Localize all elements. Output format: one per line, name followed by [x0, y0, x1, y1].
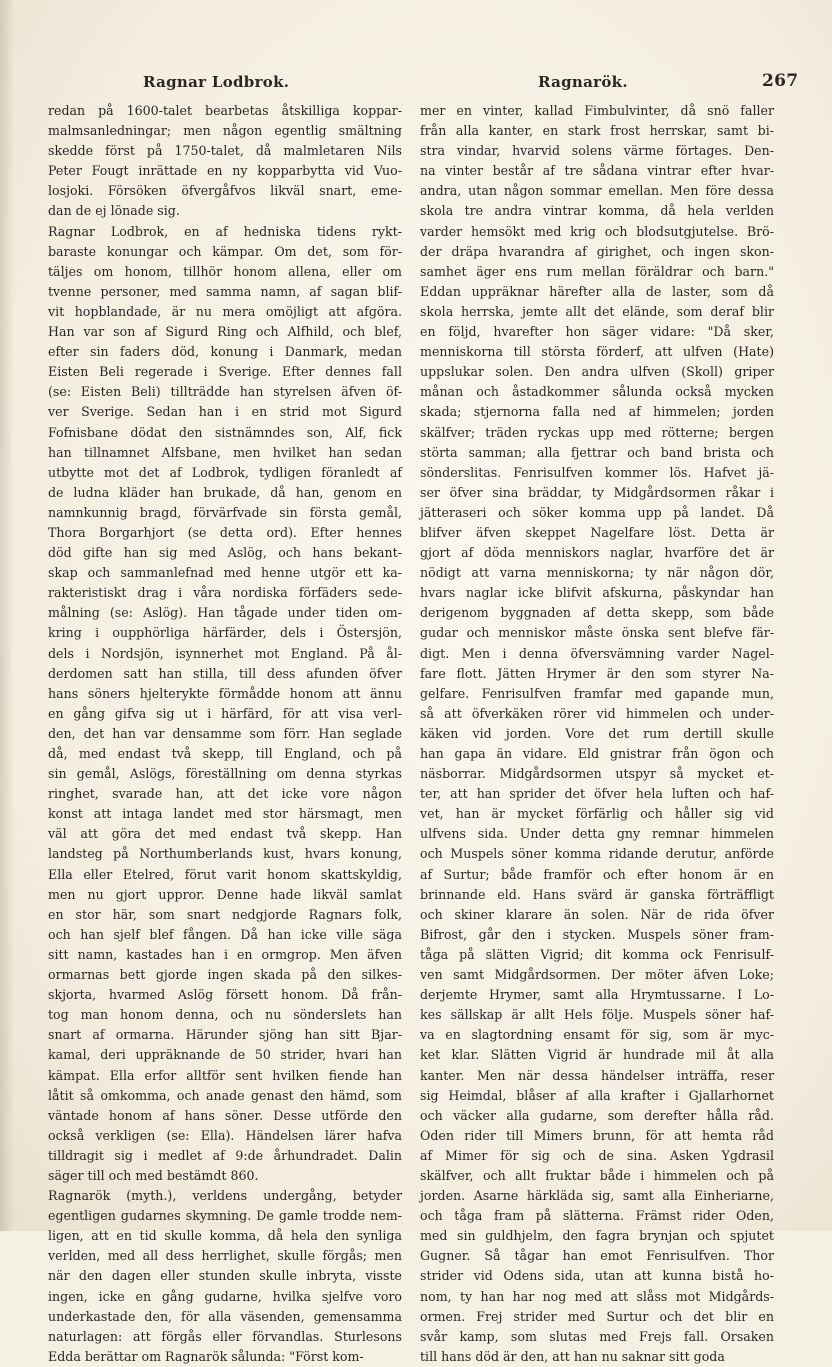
text-line: tvenne personer, med samma namn, af sagan blif-	[48, 283, 402, 299]
text-line: till hans död är den, att han nu saknar sitt goda	[420, 1348, 725, 1364]
text-line: konst att intaga landet med stor härsmagt, men	[48, 806, 402, 822]
text-line: rakteristiskt drag i våra nordiska förfäders sede-	[48, 585, 402, 601]
text-line: brinnande eld. Hans svärd är ganska förträffligt	[420, 886, 774, 902]
text-line: namnkunnig bragd, förvärfvade sin första gemål,	[48, 504, 402, 520]
text-line: der dräpa hvarandra af girighet, och ingen skon-	[420, 243, 774, 259]
text-line: sönderslitas. Fenrisulfven kommer lös. Hafvet jä-	[420, 464, 774, 480]
text-line: skälfver; träden ryckas upp med rötterne; bergen	[420, 424, 774, 440]
text-line: täljes om honom, tillhör honom allena, eller om	[48, 263, 402, 279]
text-line: skälfver, och allt fruktar både i himmelen och på	[420, 1167, 774, 1183]
text-line: sin gemål, Aslögs, föreställning om denna styrkas	[48, 766, 402, 782]
text-line: så att öfverkäken rörer vid himmelen och under-	[420, 705, 774, 721]
text-line: väl att göra det med endast två skepp. Han	[48, 826, 402, 842]
text-line: blifver äfven skeppet Nagelfare löst. Detta är	[420, 524, 774, 540]
text-line: och tåga fram på slätterna. Främst rider Oden,	[420, 1208, 774, 1224]
text-line: kring i oupphörliga härfärder, dels i Östersjön,	[48, 625, 402, 641]
text-line: af Surtur; både framför och efter honom är en	[420, 866, 774, 882]
text-line: han tillnamnet Alfsbane, men hvilket han sedan	[48, 444, 402, 460]
text-line: Eddan uppräknar härefter alla de laster, som då	[420, 283, 774, 299]
text-line: losjoki. Försöken öfvergåfvos likväl snart, eme-	[48, 183, 402, 199]
text-line: na vinter består af tre sådana vintrar efter hvar-	[420, 163, 774, 179]
text-line: tåga på slätten Vigrid; dit komma ock Fenrisulf-	[420, 946, 774, 962]
text-line: samhet äger ens rum mellan föräldrar och barn."	[420, 263, 774, 279]
text-line: malmsanledningar; men någon egentlig smältning	[48, 123, 402, 139]
text-line: nom, ty han har nog med att slåss mot Midgårds-	[420, 1288, 774, 1304]
text-line: Ragnarök (myth.), verldens undergång, betyder	[48, 1188, 402, 1204]
text-line: när den dagen eller stunden skulle inbryta, visste	[48, 1268, 402, 1284]
text-line: utbytte mot det af Lodbrok, tydligen föranledt af	[48, 464, 402, 480]
text-line: ringhet, svarade han, att det icke vore någon	[48, 786, 402, 802]
page-number: 267	[762, 71, 799, 91]
text-line: ver Sverige. Sedan han i en strid mot Sigurd	[48, 404, 402, 420]
text-line: uppslukar solen. Den andra ulfven (Skoll) griper	[420, 364, 774, 380]
text-line: ingen, icke en gång gudarne, hvilka sjelfve voro	[48, 1288, 402, 1304]
text-line: derjemte Hrymer, samt alla Hrymtussarne. I Lo-	[420, 987, 774, 1003]
text-line: från alla kanter, en stark frost herrskar, samt bi-	[420, 123, 774, 139]
text-line: en gång gifva sig ut i härfärd, för att visa verl-	[48, 705, 402, 721]
text-line: kamal, deri uppräknande de 50 strider, hvari han	[48, 1047, 402, 1063]
text-line: andra, utan någon sommar emellan. Men före dessa	[420, 183, 774, 199]
text-line: då, med endast två skepp, till England, och på	[48, 746, 402, 761]
running-head-center: Ragnarök.	[538, 73, 628, 91]
text-line: en stor här, som snart nedgjorde Ragnars folk,	[48, 906, 402, 922]
text-line: underkastade den, för alla väsenden, gemensamma	[48, 1308, 402, 1324]
text-line: (se: Eisten Beli) tillträdde han styrelsen äfven öf-	[48, 384, 402, 400]
text-line: egentligen gudarnes skymning. De gamle trodde nem-	[48, 1208, 402, 1224]
text-line: och han sjelf blef fången. Då han icke ville säga	[48, 926, 402, 942]
text-column-right	[420, 101, 774, 1367]
text-line: och Muspels söner komma ridande derutur, anförde	[420, 846, 774, 862]
text-line: död gifte han sig med Aslög, och hans bekant-	[48, 545, 402, 561]
text-line: sig Heimdal, blåser af alla krafter i Gjallarhornet	[420, 1087, 774, 1103]
text-line: målning (se: Aslög). Han tågade under tiden om-	[48, 605, 402, 621]
text-line: månan och åstadkommer sålunda också mycken	[420, 384, 774, 400]
text-line: ormen. Frej strider med Surtur och det blir en	[420, 1308, 774, 1324]
text-line: gudar och menniskor måste önska sent blefve fär-	[420, 625, 774, 641]
text-line: kämpat. Ella erfor alltför sent hvilken fiende han	[48, 1067, 402, 1083]
text-line: redan på 1600-talet bearbetas åtskilliga koppar-	[48, 103, 402, 118]
text-line: mer en vinter, kallad Fimbulvinter, då snö faller	[420, 103, 774, 118]
running-head-left: Ragnar Lodbrok.	[143, 73, 290, 91]
text-line: låtit så omkomma, och anade genast den hämd, som	[48, 1087, 402, 1103]
text-line: nödigt att varna menniskorna; ty när någon dör,	[420, 565, 774, 581]
text-line: och väcker alla gudarne, som derefter hålla råd.	[420, 1107, 774, 1123]
text-line: störta samman; alla fjettrar och band brista och	[420, 444, 774, 460]
text-line: snart af ormarna. Härunder sjöng han sitt Bjar-	[48, 1027, 402, 1043]
text-line: efter sin faders död, konung i Danmark, medan	[48, 344, 402, 360]
text-line: kanter. Men när dessa händelser inträffa, reser	[420, 1067, 774, 1083]
page-binding-shadow	[0, 0, 14, 1231]
text-line: han gapa än vidare. Eld gnistrar från ögon och	[420, 746, 774, 761]
text-line: ter, att han sprider det öfver hela luften och haf-	[420, 786, 774, 802]
text-line: käken vid jorden. Vore det rum dertill skulle	[420, 725, 774, 741]
text-line: den, det han var densamme som förr. Han seglade	[48, 725, 402, 741]
text-line: digt. Men i denna öfversvämning varder Nagel-	[420, 645, 774, 661]
text-line: hans söners hjelterykte förmådde honom att ännu	[48, 685, 402, 701]
text-line: tog man honom denna, och nu sönderslets han	[48, 1007, 402, 1023]
text-line: Fofnisbane dödat den sistnämndes son, Alf, fick	[48, 424, 402, 440]
text-line: ket klar. Slätten Vigrid är hundrade mil åt alla	[420, 1047, 774, 1063]
text-line: och skiner klarare än solen. När de rida öfver	[420, 906, 774, 922]
text-line: skola herrska, jemte allt det elände, som deraf blir	[420, 303, 774, 319]
text-line: säger till och med bestämdt 860.	[48, 1167, 259, 1183]
text-line: dan de ej lönade sig.	[48, 203, 180, 219]
text-line: Eisten Beli regerade i Sverige. Efter dennes fall	[48, 364, 402, 380]
text-line: va en slagtordning ensamt för sig, som är myc-	[420, 1027, 774, 1043]
text-line: Ella eller Etelred, förut varit honom skattskyldig,	[48, 866, 402, 882]
text-line: kes sällskap är allt Hels följe. Muspels söner haf-	[420, 1007, 774, 1023]
text-line: strider vid Odens sida, utan att kunna bistå ho-	[420, 1268, 774, 1284]
text-line: Gugner. Så tågar han emot Fenrisulfven. Thor	[420, 1248, 774, 1264]
text-line: ser öfver sina bräddar, ty Midgårdsormen råkar i	[420, 484, 774, 500]
text-line: skedde först på 1750-talet, då malmletaren Nils	[48, 143, 402, 159]
text-line: stra vindar, hvarvid solens värme förtages. Den-	[420, 143, 774, 159]
text-column-left	[48, 101, 402, 1367]
text-line: fare flott. Jätten Hrymer är den som styrer Na-	[420, 665, 774, 681]
text-line: skjorta, hvarmed Aslög försett honom. Då från-	[48, 987, 402, 1003]
text-line: de ludna kläder han brukade, då han, genom en	[48, 484, 402, 500]
text-line: baraste konungar och kämpar. Om det, som för-	[48, 243, 402, 259]
text-line: Thora Borgarhjort (se detta ord). Efter hennes	[48, 524, 402, 540]
text-line: naturlagen: att förgås eller förvandlas. Sturlesons	[48, 1328, 402, 1344]
text-line: menniskorna till största förderf, att ulfven (Hate)	[420, 344, 774, 360]
text-line: men nu gjort uppror. Denne hade likväl samlat	[48, 886, 402, 902]
text-line: derigenom byggnaden af detta skepp, som både	[420, 605, 774, 621]
text-line: af Mimer för sig och de sina. Asken Ygdrasil	[420, 1147, 774, 1163]
text-line: ulfvens sida. Under detta gny remnar himmelen	[420, 826, 774, 842]
text-line: vit hopblandade, är nu mera omöjligt att afgöra.	[48, 303, 402, 319]
text-line: varder hemsökt med krig och blodsutgjutelse. Brö-	[420, 223, 774, 239]
text-line: gelfare. Fenrisulfven framfar med gapande mun,	[420, 685, 774, 701]
text-line: ligen, att en tid skulle komma, då hela den synliga	[48, 1228, 402, 1244]
text-line: Edda berättar om Ragnarök sålunda: "Först kom-	[48, 1348, 364, 1364]
text-line: vet, han är mycket förfärlig och håller sig vid	[420, 806, 774, 822]
text-line: ven samt Midgårdsormen. Der möter äfven Loke;	[420, 967, 774, 983]
text-line: Han var son af Sigurd Ring och Alfhild, och blef,	[48, 324, 402, 340]
text-line: skola tre andra vintrar komma, då hela verlden	[420, 203, 774, 219]
text-line: skap och sammanlefnad med henne utgör ett ka-	[48, 565, 402, 581]
text-line: skada; stjernorna falla ned af himmelen; jorden	[420, 404, 774, 420]
text-line: också verkligen (se: Ella). Händelsen lärer hafva	[48, 1127, 402, 1143]
text-line: sitt namn, kastades han i en ormgrop. Men äfven	[48, 946, 402, 962]
text-line: tilldragit sig i medlet af 9:de århundradet. Dalin	[48, 1147, 402, 1163]
text-line: jorden. Asarne härkläda sig, samt alla Einheriarne,	[420, 1188, 774, 1204]
text-line: svår kamp, som slutas med Frejs fall. Orsaken	[420, 1328, 774, 1344]
text-line: Oden rider till Mimers brunn, för att hemta råd	[420, 1127, 774, 1143]
text-line: gjort af döda menniskors naglar, hvarföre det är	[420, 545, 774, 561]
text-line: derdomen satt han stilla, till dess afunden öfver	[48, 665, 402, 681]
text-line: Peter Fougt inrättade en ny kopparbytta vid Vuo-	[48, 163, 402, 179]
text-line: Ragnar Lodbrok, en af hedniska tidens rykt-	[48, 223, 402, 239]
text-line: näsborrar. Midgårdsormen utspyr så mycket et-	[420, 766, 774, 782]
text-line: hvars naglar icke blifvit afskurna, påskyndar han	[420, 585, 774, 601]
text-line: landsteg på Northumberlands kust, hvars konung,	[48, 846, 402, 862]
text-line: jätteraseri och söker komma upp på landet. Då	[420, 504, 774, 520]
text-line: väntade honom af hans söner. Desse utförde den	[48, 1107, 402, 1123]
text-line: ormarnas bett gjorde ingen skada på den silkes-	[48, 967, 402, 983]
text-line: en följd, hvarefter hon säger vidare: "Då sker,	[420, 324, 774, 340]
text-line: verlden, med all dess herrlighet, skulle förgås; men	[48, 1248, 402, 1264]
text-line: Bifrost, går den i stycken. Muspels söner fram-	[420, 926, 774, 942]
text-line: med sin guldhjelm, den fagra brynjan och spjutet	[420, 1228, 774, 1244]
text-line: dels i Nordsjön, isynnerhet mot England. På ål-	[48, 645, 402, 661]
